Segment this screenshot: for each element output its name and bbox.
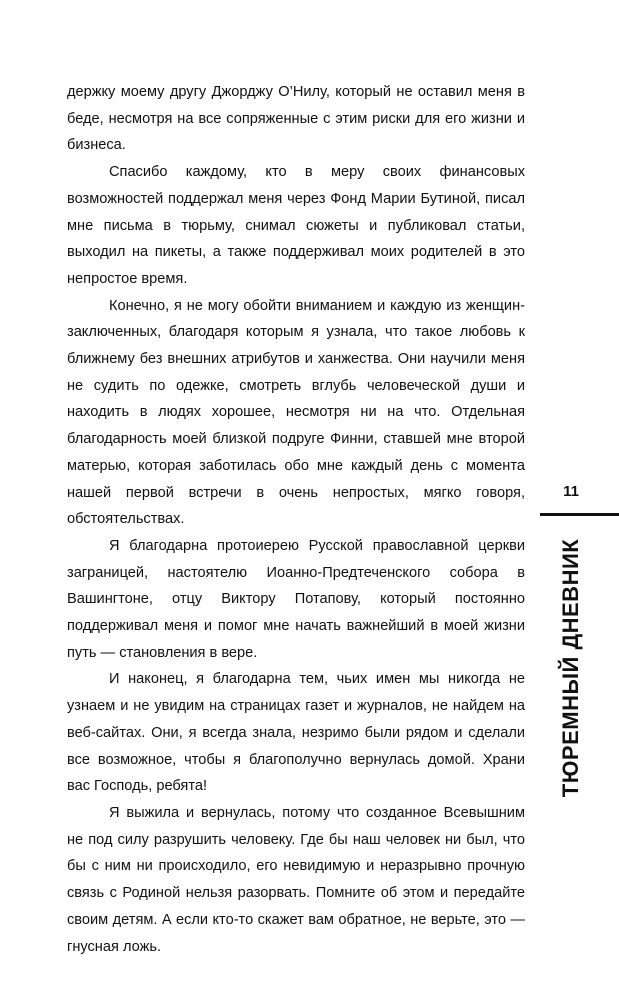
paragraph-thanks-priest: Я благодарна протоиерею Русской православной церкви заграницей, настоятелю Иоанно-Предтеченского собора в Вашингтоне, отцу Виктору Потапову, который постоянно поддерживал меня и помог мне начать важнейший в моей жизни путь — становления в вере.: [67, 537, 525, 661]
paragraph-thanks-unknown: И наконец, я благодарна тем, чьих имен мы никогда не узнаем и не увидим на страницах газет и журналов, не найдем на веб-сайтах. Они, я всегда знала, незримо были рядом и сделали все возможное, чтобы я благополучно вернулась домой. Храни вас Господь, ребята!: [67, 671, 525, 795]
paragraph-thanks-donors: Спасибо каждому, кто в меру своих финансовых возможностей поддержал меня через Фонд Марии Бутиной, писал мне письма в тюрьму, снимал сюжеты и публиковал статьи, выходил на пикеты, а также поддерживал моих родителей в это непростое время.: [67, 164, 525, 287]
paragraph-continuation: держку моему другу Джорджу О’Нилу, который не оставил меня в беде, несмотря на все сопряженные с этим риски для его жизни и бизнеса.: [67, 84, 525, 154]
body-text: [67, 79, 525, 960]
running-head-title: ТЮРЕМНЫЙ ДНЕВНИК: [558, 538, 583, 798]
page-number: 11: [563, 483, 579, 500]
paragraph-closing: Я выжила и вернулась, потому что созданное Всевышним не под силу разрушить человеку. Где бы наш человек ни был, что бы с ним ни происходило, его невидимую и неразрывно прочную связь с Родиной нельзя разорвать. Помните об этом и передайте своим детям. А если кто-то скажет вам обратное, не верьте, это — гнусная ложь.: [67, 804, 525, 955]
running-head-rule: [540, 513, 619, 516]
paragraph-thanks-inmates: Конечно, я не могу обойти вниманием и каждую из женщин-заключенных, благодаря которым я узнала, что такое любовь к ближнему без внешних атрибутов и ханжества. Они научили меня не судить по одежке, смотреть вглубь человеческой души и находить в людях хорошее, несмотря ни на что. Отдельная благодарность моей близкой подруге Финни, ставшей мне второй матерью, которая заботилась обо мне каждый день с момента нашей первой встречи в очень непростых, мягко говоря, обстоятельствах.: [67, 297, 525, 528]
